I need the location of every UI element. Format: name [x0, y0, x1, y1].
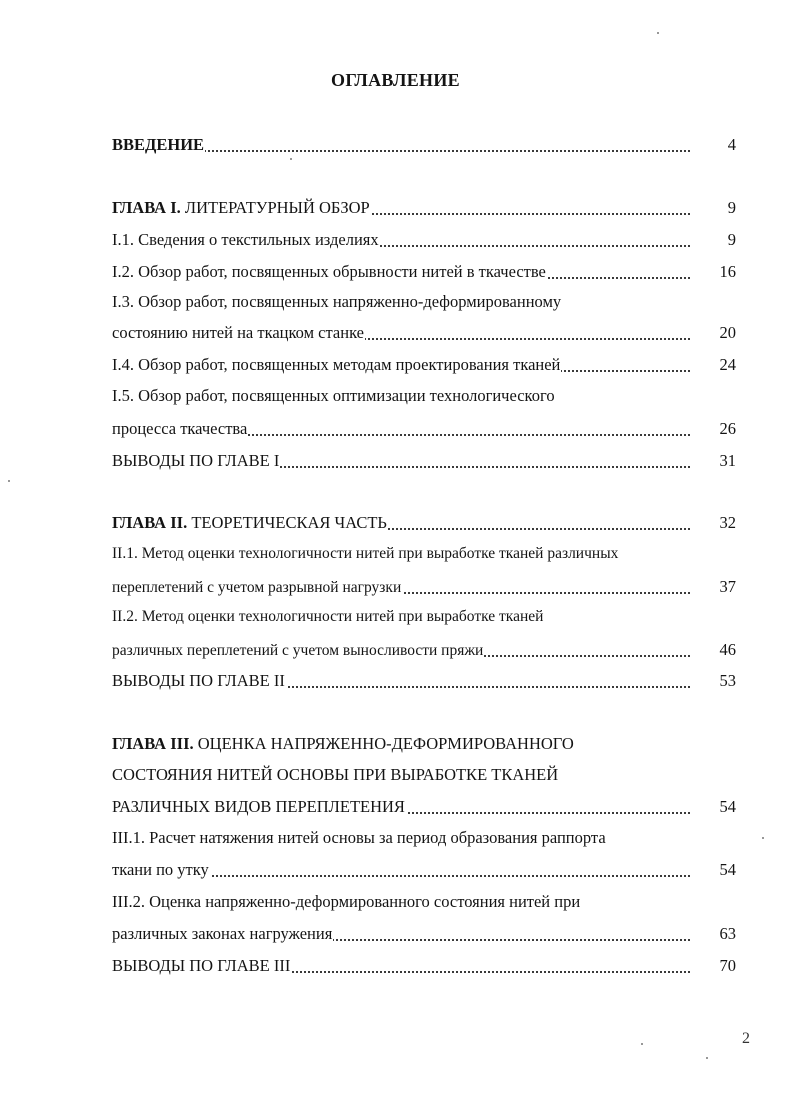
page-ref: 46 [719, 640, 736, 659]
toc-entry-2-2-line1: II.2. Метод оценки технологичности нитей при выработке тканей [112, 608, 544, 625]
toc-entry-conclusions-3[interactable] [112, 955, 690, 977]
toc-entry-1-4[interactable] [112, 354, 690, 376]
page-ref: 54 [719, 797, 736, 816]
toc-entry-2-1-line1: II.1. Метод оценки технологичности нитей при выработке тканей различных [112, 545, 619, 562]
toc-entry-3-1[interactable] [112, 859, 690, 881]
toc-entry-intro[interactable] [112, 134, 690, 156]
toc-entry-chapter-3-line2: СОСТОЯНИЯ НИТЕЙ ОСНОВЫ ПРИ ВЫРАБОТКЕ ТКАНЕЙ [112, 765, 559, 784]
toc-entry-1-5[interactable] [112, 418, 690, 440]
page-ref: 16 [719, 262, 736, 281]
chapter-number: ГЛАВА II. [112, 513, 188, 532]
chapter-number: ГЛАВА I. [112, 198, 181, 217]
scan-speck [657, 32, 659, 34]
page-ref: 63 [719, 924, 736, 943]
scan-speck [706, 1057, 708, 1059]
page-ref: 9 [727, 230, 736, 249]
toc-entry-chapter-3-line1 [112, 733, 712, 755]
toc-entry-conclusions-1[interactable] [112, 450, 690, 472]
chapter-title: ЛИТЕРАТУРНЫЙ ОБЗОР [180, 198, 370, 217]
toc-entry-1-3[interactable] [112, 322, 690, 344]
toc-entry-3-2[interactable] [112, 923, 690, 945]
page-ref: 26 [719, 419, 736, 438]
chapter-title: ОЦЕНКА НАПРЯЖЕННО-ДЕФОРМИРОВАННОГО [193, 734, 574, 753]
page-ref: 70 [719, 956, 736, 975]
toc-entry-1-5-line1: I.5. Обзор работ, посвященных оптимизации технологического [112, 386, 555, 405]
entry-label: ткани по утку [112, 860, 209, 879]
page-ref: 37 [719, 577, 736, 596]
chapter-title: ТЕОРЕТИЧЕСКАЯ ЧАСТЬ [187, 513, 387, 532]
entry-label: I.2. Обзор работ, посвященных обрывности нитей в ткачестве [112, 262, 546, 281]
toc-entry-chapter-2[interactable] [112, 512, 690, 534]
page-ref: 31 [719, 451, 736, 470]
entry-label: I.1. Сведения о текстильных изделиях [112, 230, 379, 249]
scan-speck [8, 480, 10, 482]
toc-entry-1-2[interactable] [112, 261, 690, 283]
toc-entry-chapter-1[interactable] [112, 197, 690, 219]
scan-speck [762, 837, 764, 839]
entry-label: ВВЕДЕНИЕ [112, 135, 205, 154]
toc-entry-1-3-line1: I.3. Обзор работ, посвященных напряженно-деформированному [112, 292, 562, 311]
page-ref: 24 [719, 355, 736, 374]
toc-entry-2-2[interactable] [112, 639, 690, 661]
entry-label: различных законах нагружения [112, 924, 333, 943]
entry-label: переплетений с учетом разрывной нагрузки [112, 579, 402, 596]
entry-label: процесса ткачества [112, 419, 248, 438]
entry-label: различных переплетений с учетом выносливости пряжи [112, 642, 484, 659]
entry-label: ВЫВОДЫ ПО ГЛАВЕ I [112, 451, 280, 470]
toc-title: ОГЛАВЛЕНИЕ [331, 70, 460, 90]
toc-entry-chapter-3[interactable] [112, 796, 690, 818]
entry-label: РАЗЛИЧНЫХ ВИДОВ ПЕРЕПЛЕТЕНИЯ [112, 797, 405, 816]
entry-label: ВЫВОДЫ ПО ГЛАВЕ II [112, 671, 285, 690]
page-ref: 53 [719, 671, 736, 690]
toc-entry-conclusions-2[interactable] [112, 670, 690, 692]
page-ref: 9 [727, 198, 736, 217]
scan-speck [290, 158, 292, 160]
page-ref: 54 [719, 860, 736, 879]
entry-label: ВЫВОДЫ ПО ГЛАВЕ III [112, 956, 291, 975]
toc-entry-2-1[interactable] [112, 576, 690, 598]
entry-label: I.4. Обзор работ, посвященных методам проектирования тканей [112, 355, 561, 374]
scan-speck [641, 1043, 643, 1045]
page-ref: 20 [719, 323, 736, 342]
page-ref: 4 [727, 135, 736, 154]
toc-entry-3-1-line1: III.1. Расчет натяжения нитей основы за период образования раппорта [112, 828, 606, 847]
chapter-number: ГЛАВА III. [112, 734, 194, 753]
entry-label: состоянию нитей на ткацком станке [112, 323, 364, 342]
page-ref: 32 [719, 513, 736, 532]
toc-entry-3-2-line1: III.2. Оценка напряженно-деформированного состояния нитей при [112, 892, 581, 911]
toc-entry-1-1[interactable] [112, 229, 690, 251]
page-number: 2 [742, 1030, 750, 1047]
